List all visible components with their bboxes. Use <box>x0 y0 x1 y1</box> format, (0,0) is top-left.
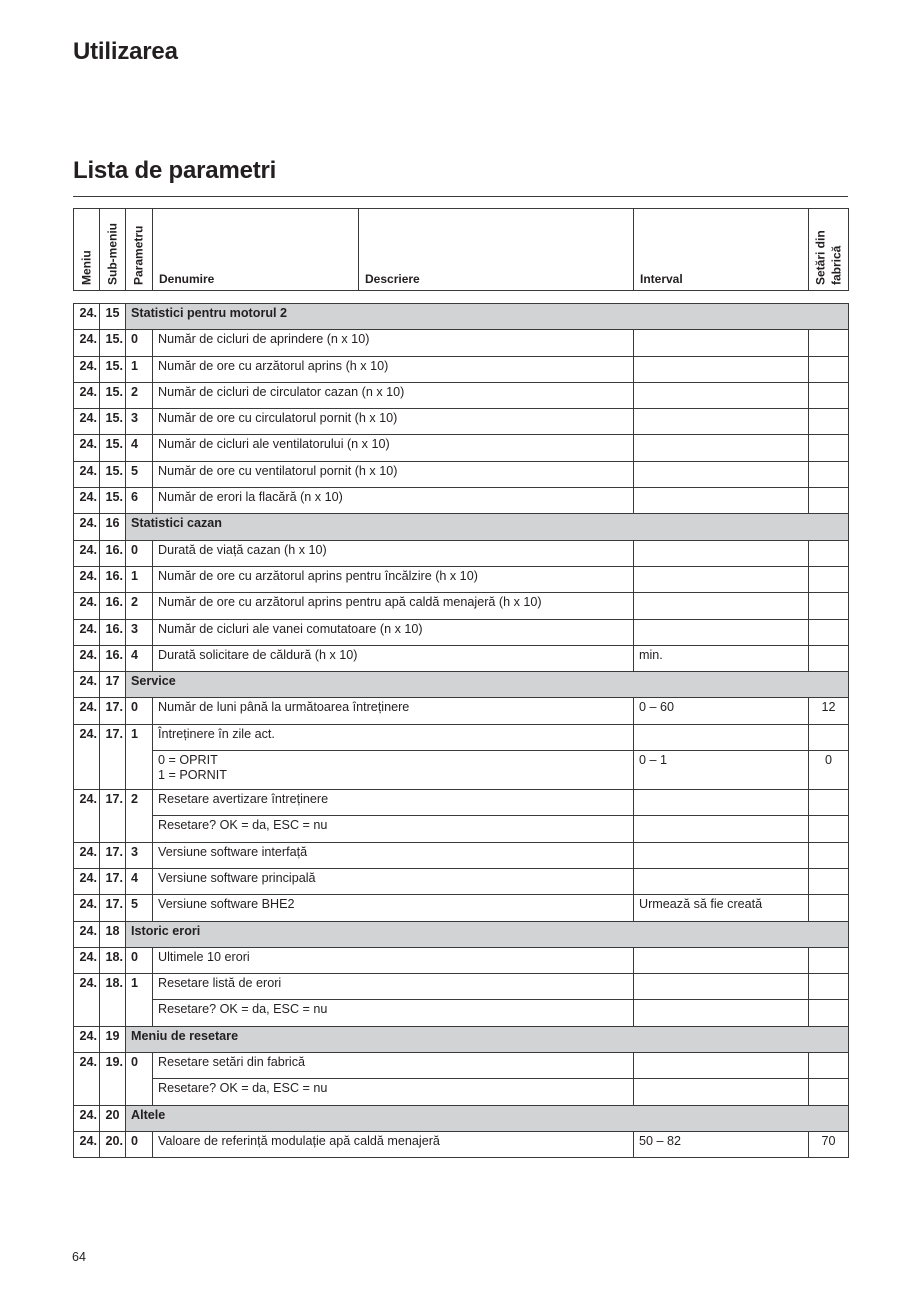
section-title: Utilizarea <box>73 38 178 65</box>
group-row: 24. 15 Statistici pentru motorul 2 <box>74 304 849 330</box>
table-subrow: Resetare? OK = da, ESC = nu <box>74 1079 849 1105</box>
page-number: 64 <box>72 1250 86 1264</box>
column-header-name: Denumire <box>153 209 359 291</box>
group-row: 24. 20 Altele <box>74 1105 849 1131</box>
table-row: 24. 16. 3 Număr de cicluri ale vanei comutatoare (n x 10) <box>74 619 849 645</box>
table-row: 24. 15. 2 Număr de cicluri de circulator cazan (n x 10) <box>74 382 849 408</box>
group-title: Service <box>126 672 849 698</box>
table-row: 24. 19. 0 Resetare setări din fabrică <box>74 1053 849 1079</box>
table-row: 24. 17. 1 Întreținere în zile act. <box>74 724 849 750</box>
table-row: 24. 15. 0 Număr de cicluri de aprindere (n x 10) <box>74 330 849 356</box>
table-row: 24. 17. 5 Versiune software BHE2 Urmează să fie creată <box>74 895 849 921</box>
parameter-table-header <box>73 208 849 291</box>
table-row: 24. 17. 3 Versiune software interfață <box>74 842 849 868</box>
title-divider <box>73 196 848 197</box>
group-title: Statistici cazan <box>126 514 849 540</box>
group-row: 24. 18 Istoric erori <box>74 921 849 947</box>
table-row: 24. 15. 4 Număr de cicluri ale ventilatorului (n x 10) <box>74 435 849 461</box>
table-row: 24. 17. 4 Versiune software principală <box>74 868 849 894</box>
table-row: 24. 16. 1 Număr de ore cu arzătorul aprins pentru încălzire (h x 10) <box>74 566 849 592</box>
table-row: 24. 15. 6 Număr de erori la flacără (n x 10) <box>74 488 849 514</box>
group-row: 24. 19 Meniu de resetare <box>74 1026 849 1052</box>
table-subrow: Resetare? OK = da, ESC = nu <box>74 816 849 842</box>
table-subrow: 0 = OPRIT 1 = PORNIT 0 – 1 0 <box>74 751 849 790</box>
table-row: 24. 16. 0 Durată de viață cazan (h x 10) <box>74 540 849 566</box>
column-header-description: Descriere <box>359 209 634 291</box>
table-row: 24. 15. 5 Număr de ore cu ventilatorul pornit (h x 10) <box>74 461 849 487</box>
table-row: 24. 16. 2 Număr de ore cu arzătorul aprins pentru apă caldă menajeră (h x 10) <box>74 593 849 619</box>
parameter-table <box>73 303 849 1158</box>
table-row: 24. 15. 1 Număr de ore cu arzătorul aprins (h x 10) <box>74 356 849 382</box>
column-header-factory-settings: Setări din fabrică <box>809 209 849 291</box>
table-row: 24. 20. 0 Valoare de referință modulație apă caldă menajeră 50 – 82 70 <box>74 1131 849 1157</box>
column-header-interval: Interval <box>634 209 809 291</box>
table-row: 24. 16. 4 Durată solicitare de căldură (h x 10) min. <box>74 645 849 671</box>
page-title: Lista de parametri <box>73 157 277 184</box>
group-title: Altele <box>126 1105 849 1131</box>
table-row: 24. 15. 3 Număr de ore cu circulatorul pornit (h x 10) <box>74 409 849 435</box>
table-subrow: Resetare? OK = da, ESC = nu <box>74 1000 849 1026</box>
table-row: 24. 17. 2 Resetare avertizare întreținere <box>74 790 849 816</box>
table-row: 24. 17. 0 Număr de luni până la următoarea întreținere 0 – 60 12 <box>74 698 849 724</box>
table-row: 24. 18. 1 Resetare listă de erori <box>74 974 849 1000</box>
column-header-parameter: Parametru <box>126 209 153 291</box>
group-title: Istoric erori <box>126 921 849 947</box>
group-row: 24. 17 Service <box>74 672 849 698</box>
group-title: Meniu de resetare <box>126 1026 849 1052</box>
table-row: 24. 18. 0 Ultimele 10 erori <box>74 947 849 973</box>
column-header-menu: Meniu <box>74 209 100 291</box>
group-title: Statistici pentru motorul 2 <box>126 304 849 330</box>
group-row: 24. 16 Statistici cazan <box>74 514 849 540</box>
column-header-submenu: Sub-meniu <box>100 209 126 291</box>
